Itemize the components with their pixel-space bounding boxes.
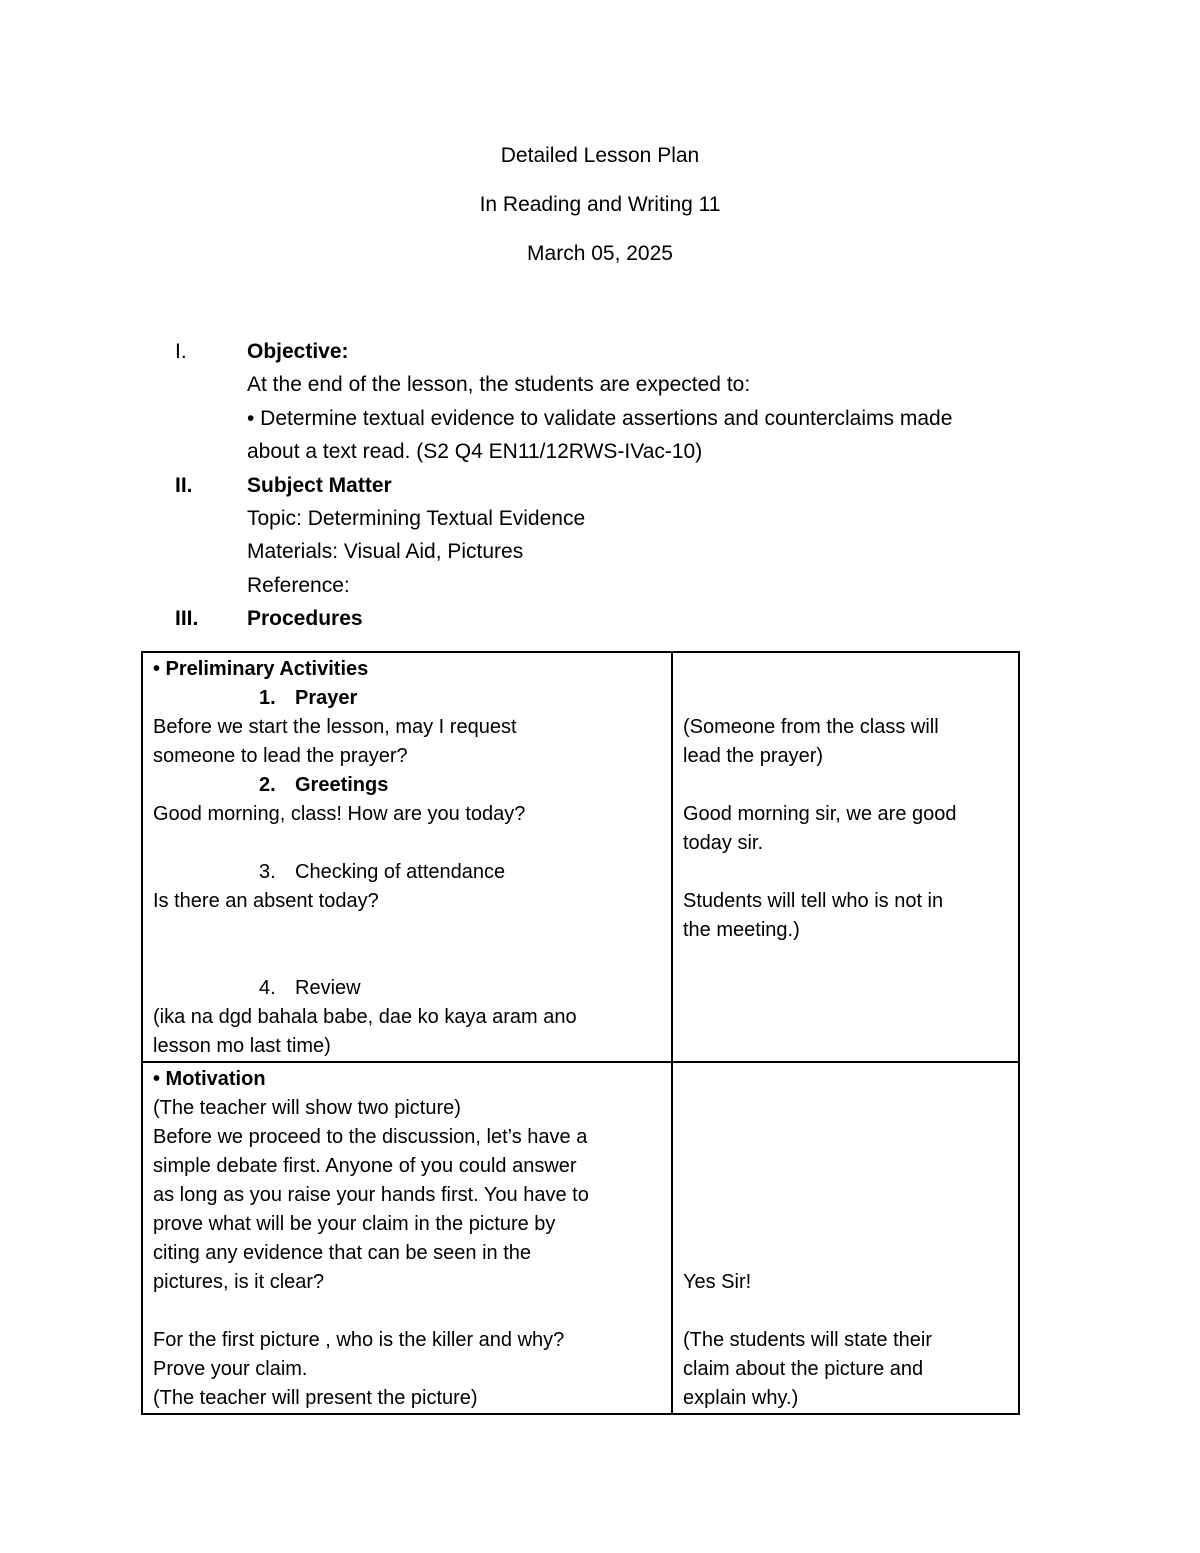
student-motivation-1: Yes Sir! (683, 1271, 752, 1293)
student-cell-preliminary (672, 652, 1019, 1062)
motivation-text-1: (The teacher will show two picture) (153, 1097, 461, 1119)
document-date: March 05, 2025 (527, 242, 673, 265)
table-row-motivation (142, 1062, 1019, 1414)
teacher-cell-motivation (142, 1062, 672, 1414)
procedures-numeral: III. (175, 607, 199, 630)
topic-line: Topic: Determining Textual Evidence (247, 507, 586, 530)
prayer-item: 1. Prayer (259, 687, 358, 709)
motivation-text-3: simple debate first. Anyone of you could answer (153, 1155, 577, 1177)
subject-matter-numeral: II. (175, 474, 193, 497)
teacher-cell-preliminary (142, 652, 672, 1062)
student-greet-2: today sir. (683, 832, 764, 854)
attendance-text: Is there an absent today? (153, 890, 379, 912)
motivation-text-4: as long as you raise your hands first. You have to (153, 1184, 589, 1206)
student-motivation-2: (The students will state their (683, 1329, 932, 1351)
motivation-text-9: Prove your claim. (153, 1358, 308, 1380)
greetings-text: Good morning, class! How are you today? (153, 803, 526, 825)
prayer-text-1: Before we start the lesson, may I request (153, 716, 517, 738)
materials-line: Materials: Visual Aid, Pictures (247, 540, 524, 563)
student-greet-1: Good morning sir, we are good (683, 803, 957, 825)
student-motivation-4: explain why.) (683, 1387, 799, 1409)
prayer-text-2: someone to lead the prayer? (153, 745, 408, 767)
student-att-1: Students will tell who is not in (683, 890, 944, 912)
motivation-text-5: prove what will be your claim in the picture by (153, 1213, 556, 1235)
objective-bullet-line1: • Determine textual evidence to validate assertions and counterclaims made (247, 407, 953, 430)
student-prayer-2: lead the prayer) (683, 745, 824, 767)
objective-numeral: I. (175, 340, 187, 363)
review-text-1: (ika na dgd bahala babe, dae ko kaya aram ano (153, 1006, 577, 1028)
preliminary-heading: • Preliminary Activities (153, 658, 369, 680)
student-cell-motivation (672, 1062, 1019, 1414)
procedures-heading: Procedures (247, 607, 363, 630)
student-att-2: the meeting.) (683, 919, 800, 941)
motivation-text-6: citing any evidence that can be seen in the (153, 1242, 532, 1264)
review-item: 4. Review (259, 977, 361, 999)
table-row-preliminary (142, 652, 1019, 1062)
document-title: Detailed Lesson Plan (500, 144, 700, 167)
attendance-item: 3. Checking of attendance (259, 861, 506, 883)
student-motivation-3: claim about the picture and (683, 1358, 924, 1380)
objective-heading: Objective: (247, 340, 349, 363)
student-prayer-1: (Someone from the class will (683, 716, 939, 738)
objective-intro: At the end of the lesson, the students are expected to: (247, 373, 751, 396)
motivation-text-10: (The teacher will present the picture) (153, 1387, 478, 1409)
procedures-table (141, 651, 1020, 1415)
reference-line: Reference: (247, 574, 350, 597)
review-text-2: lesson mo last time) (153, 1035, 331, 1057)
motivation-text-8: For the first picture , who is the killer and why? (153, 1329, 565, 1351)
motivation-text-2: Before we proceed to the discussion, let’s have a (153, 1126, 588, 1148)
document-subject: In Reading and Writing 11 (479, 193, 721, 216)
motivation-text-7: pictures, is it clear? (153, 1271, 325, 1293)
objective-bullet-line2: about a text read. (S2 Q4 EN11/12RWS-IVac-10) (247, 440, 703, 463)
greetings-item: 2. Greetings (259, 774, 389, 796)
subject-matter-heading: Subject Matter (247, 474, 392, 497)
motivation-heading: • Motivation (153, 1068, 266, 1090)
